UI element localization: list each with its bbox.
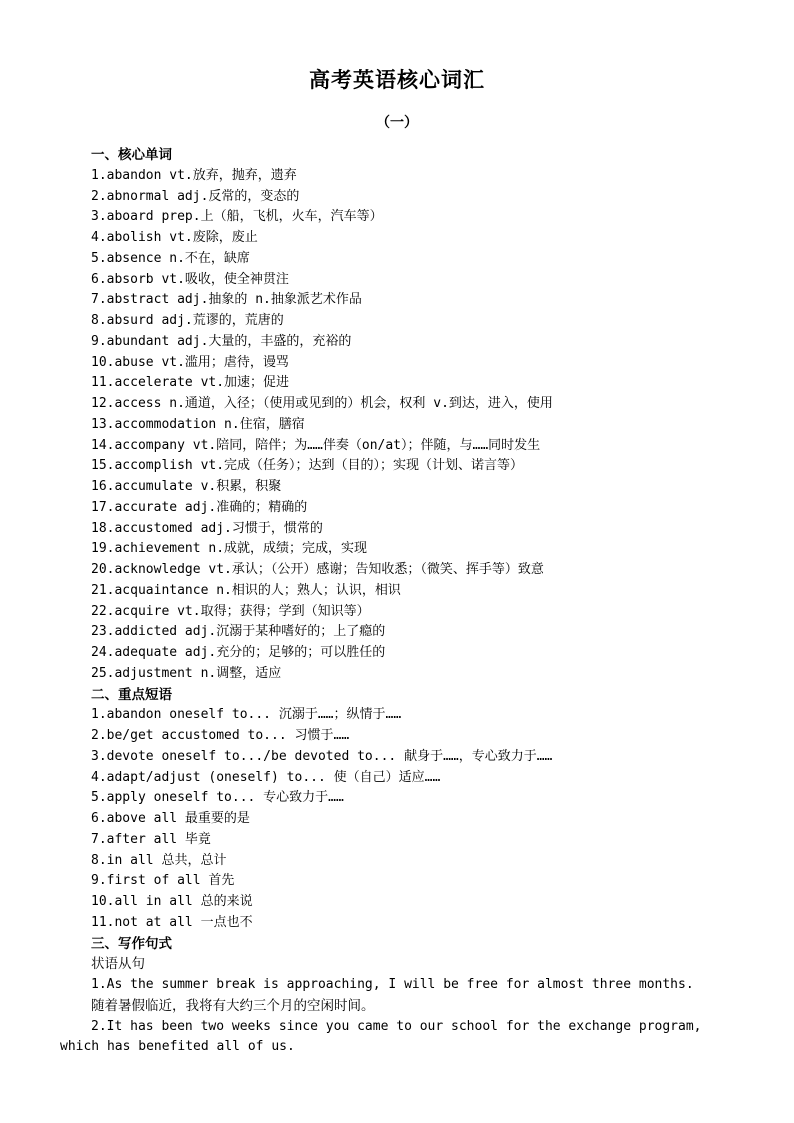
section-heading-writing: 三、写作句式 xyxy=(91,935,172,952)
list-item: 1.abandon oneself to... 沉溺于……；纵情于…… xyxy=(91,707,402,723)
page-subtitle: （一） xyxy=(376,115,418,131)
list-item: 17.accurate adj.准确的；精确的 xyxy=(91,499,308,515)
list-item: 10.abuse vt.滥用；虐待，谩骂 xyxy=(91,354,289,370)
document-body xyxy=(60,145,751,1058)
list-item: 19.achievement n.成就，成绩；完成，实现 xyxy=(91,541,368,557)
word-list xyxy=(91,166,751,685)
list-item: 3.aboard prep.上（船，飞机，火车，汽车等） xyxy=(91,209,383,225)
list-item: 7.abstract adj.抽象的 n.抽象派艺术作品 xyxy=(91,292,362,308)
list-item: 2.be/get accustomed to... 习惯于…… xyxy=(91,728,350,743)
list-item: 16.accumulate v.积累，积聚 xyxy=(91,479,282,494)
list-item: 11.not at all 一点也不 xyxy=(91,914,253,930)
list-item: 11.accelerate vt.加速；促进 xyxy=(91,375,290,391)
section-heading-words: 一、核心单词 xyxy=(91,147,172,163)
list-item: 22.acquire vt.取得；获得；学到（知识等） xyxy=(91,603,370,619)
list-item: 24.adequate adj.充分的；足够的；可以胜任的 xyxy=(91,645,386,660)
list-item: 10.all in all 总的来说 xyxy=(91,894,253,909)
list-item: 9.abundant adj.大量的，丰盛的，充裕的 xyxy=(91,333,352,349)
list-item: 4.abolish vt.废除，废止 xyxy=(91,230,258,245)
example-sentence-en: 2.It has been two weeks since you came to our school for the exchange program, which has benefited all of us. xyxy=(60,1018,702,1055)
list-item: 4.adapt/adjust (oneself) to... 使（自己）适应…… xyxy=(91,769,441,785)
list-item: 3.devote oneself to.../be devoted to... 献身于……，专心致力于…… xyxy=(91,748,553,764)
list-item: 12.access n.通道，入径；（使用或见到的）机会，权利 v.到达，进入，使用 xyxy=(91,396,553,411)
list-item: 6.above all 最重要的是 xyxy=(91,811,250,826)
list-item: 8.in all 总共，总计 xyxy=(91,852,227,868)
list-item: 5.apply oneself to... 专心致力于…… xyxy=(91,790,344,806)
list-item: 23.addicted adj.沉溺于某种嗜好的；上了瘾的 xyxy=(91,624,386,640)
page-title: 高考英语核心词汇 xyxy=(309,68,485,92)
list-item: 1.abandon vt.放弃，抛弃，遗弃 xyxy=(91,167,297,183)
list-item: 9.first of all 首先 xyxy=(91,873,235,889)
list-item: 14.accompany vt.陪同，陪伴；为……伴奏（on/at）；伴随，与……同时发生 xyxy=(91,437,541,453)
list-item: 2.abnormal adj.反常的，变态的 xyxy=(91,188,300,204)
phrase-list xyxy=(91,705,751,933)
example-sentence-zh: 随着暑假临近，我将有大约三个月的空闲时间。 xyxy=(91,997,375,1014)
list-item: 20.acknowledge vt.承认；（公开）感谢；告知收悉；（微笑、挥手等）致意 xyxy=(91,562,544,577)
example-sentence-en: 1.As the summer break is approaching, I will be free for almost three months. xyxy=(91,977,694,992)
list-item: 21.acquaintance n.相识的人；熟人；认识，相识 xyxy=(91,582,401,598)
list-item: 25.adjustment n.调整，适应 xyxy=(91,665,282,681)
list-item: 8.absurd adj.荒谬的，荒唐的 xyxy=(91,313,284,328)
list-item: 6.absorb vt.吸收，使全神贯注 xyxy=(91,271,289,287)
section-heading-phrases: 二、重点短语 xyxy=(91,686,172,703)
list-item: 13.accommodation n.住宿，膳宿 xyxy=(91,416,305,432)
list-item: 15.accomplish vt.完成（任务）；达到（目的）；实现（计划、诺言等） xyxy=(91,458,524,474)
list-item: 5.absence n.不在，缺席 xyxy=(91,250,250,266)
list-item: 18.accustomed adj.习惯于，惯常的 xyxy=(91,520,323,536)
writing-subheading: 状语从句 xyxy=(91,956,145,973)
list-item: 7.after all 毕竟 xyxy=(91,831,211,847)
